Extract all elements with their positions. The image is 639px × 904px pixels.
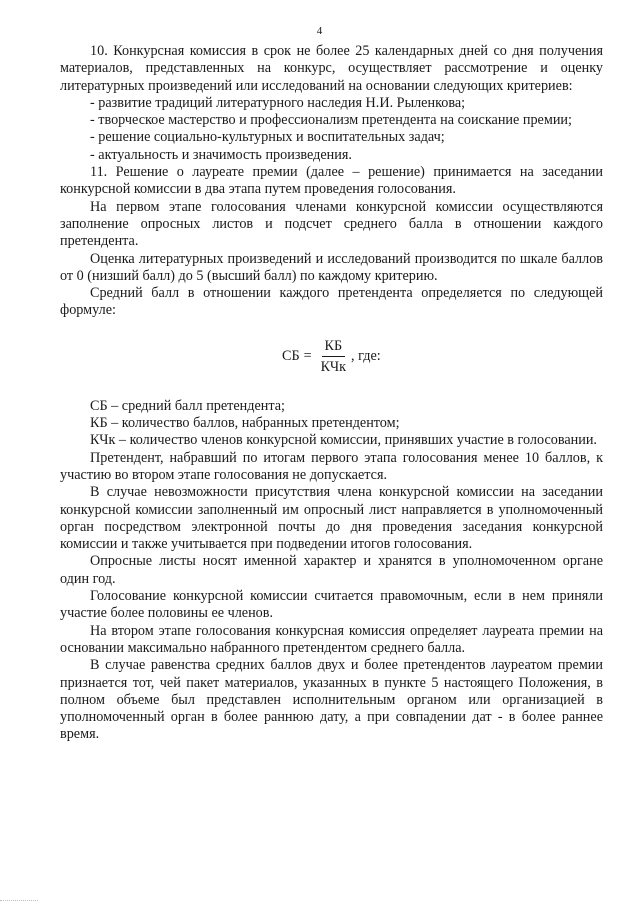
formula-denominator: КЧк <box>320 358 347 375</box>
average-score-formula <box>60 334 603 388</box>
paragraph-quorum: Голосование конкурсной комиссии считается правомочным, если в нем приняли участие более половины ее членов. <box>60 588 603 622</box>
paragraph-threshold: Претендент, набравший по итогам первого этапа голосования менее 10 баллов, к участию во втором этапе голосования не допускается. <box>60 449 603 483</box>
paragraph-scoring-scale: Оценка литературных произведений и исследований производится по шкале баллов от 0 (низший балл) до 5 (высший балл) по каждому критерию. <box>60 250 603 284</box>
criterion-item: - творческое мастерство и профессионализм претендента на соискание премии; <box>90 112 572 129</box>
criterion-item: - актуальность и значимость произведения. <box>90 146 352 163</box>
paragraph-decision: 11. Решение о лауреате премии (далее – решение) принимается на заседании конкурсной комиссии в два этапа путем проведения голосования. <box>60 164 603 198</box>
formula-lhs: СБ <box>282 347 300 364</box>
definition-item: КБ – количество баллов, набранных претендентом; <box>90 415 400 432</box>
formula-numerator: КБ <box>322 338 346 357</box>
paragraph-first-stage: На первом этапе голосования членами конкурсной комиссии осуществляются заполнение опросных листов и подсчет среднего балла в отношении каждого претендента. <box>60 198 603 250</box>
scan-edge-mark <box>0 900 38 904</box>
paragraph-absence: В случае невозможности присутствия члена конкурсной комиссии на заседании конкурсной комиссии заполненный им опросный лист направляется в уполномоченный орган посредством электронной почты до дня проведения заседания конкурсной комиссии и также учитывается при подведении итогов голосования. <box>60 484 603 553</box>
criterion-item: - развитие традиций литературного наследия Н.И. Рыленкова; <box>90 94 466 111</box>
paragraph-formula-intro: Средний балл в отношении каждого претендента определяется по следующей формуле: <box>60 285 603 319</box>
formula-fraction <box>318 338 349 375</box>
paragraph-tie-break: В случае равенства средних баллов двух и более претендентов лауреатом премии признается тот, чей пакет материалов, указанных в пункте 5 настоящего Положения, в полном объеме был представлен исполнительным органом или организацией в уполномоченный орган в более раннюю дату, а при совпадении дат - в более раннее время. <box>60 657 603 743</box>
document-body <box>60 43 603 744</box>
page-number: 4 <box>316 25 323 37</box>
definition-item: СБ – средний балл претендента; <box>90 397 285 414</box>
paragraph-criteria-intro: 10. Конкурсная комиссия в срок не более 25 календарных дней со дня получения материалов, представленных на конкурс, осуществляет рассмотрение и оценку литературных произведений или исследований на основании следующих критериев: <box>60 43 603 94</box>
formula-equals: = <box>303 347 312 364</box>
formula-suffix: , где: <box>351 347 381 364</box>
definition-item: КЧк – количество членов конкурсной комиссии, принявших участие в голосовании. <box>90 432 597 449</box>
criterion-item: - решение социально-культурных и воспитательных задач; <box>90 129 445 146</box>
paragraph-second-stage: На втором этапе голосования конкурсная комиссия определяет лауреата премии на основании максимально набранного претендентом среднего балла. <box>60 622 603 656</box>
paragraph-questionnaires: Опросные листы носят именной характер и хранятся в уполномоченном органе один год. <box>60 553 603 587</box>
